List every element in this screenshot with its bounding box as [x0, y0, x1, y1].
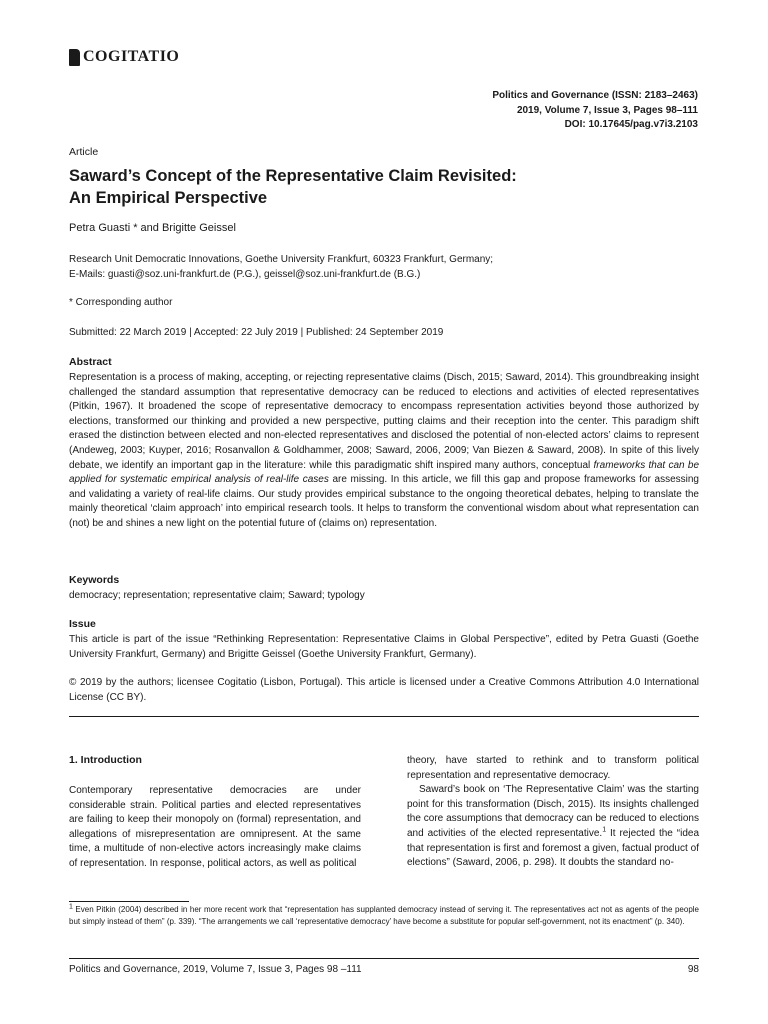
footer-divider [69, 958, 699, 959]
footnote-text: Even Pitkin (2004) described in her more recent work that “representation has supplanted democracy instead of serving it. The representatives act not as agents of the people but simply instead of them” (p. 339). “The arrangements we call ‘representative democracy’ have become a substitute for popular self-government, not its enactment” (p. 340). [69, 905, 699, 926]
affiliation-emails[interactable]: E-Mails: guasti@soz.uni-frankfurt.de (P.G.), geissel@soz.uni-frankfurt.de (B.G.) [69, 269, 421, 280]
introduction-heading: 1. Introduction [69, 754, 142, 766]
intro-right-para-2-a: Saward’s book on ‘The Representative Claim’ was the starting point for this transformation (Disch, 2015). Its insights challenged the core assumptions that democracy can be reduced to elections and activities of the elected representative. [407, 784, 699, 839]
section-divider [69, 716, 699, 717]
keywords-text: democracy; representation; representative claim; Saward; typology [69, 590, 365, 601]
journal-issn: Politics and Governance (ISSN: 2183–2463) [492, 90, 698, 101]
publication-dates: Submitted: 22 March 2019 | Accepted: 22 July 2019 | Published: 24 September 2019 [69, 327, 444, 338]
affiliation-institution: Research Unit Democratic Innovations, Goethe University Frankfurt, 60323 Frankfurt, Germany; [69, 254, 494, 265]
authors: Petra Guasti * and Brigitte Geissel [69, 222, 236, 234]
abstract-text-part-b: are missing. In this article, we fill this gap and propose frameworks for assessing and validating a variety of real-life claims. Our study provides empirical substance to the ongoing theoretical debates, helping to translate the mainly theoretical ‘claim approach’ into empirical research tools. It helps to transform the conventional wisdom about what representation can (not) be and shines a new light on the potential future of (claims on) representation. [69, 474, 699, 529]
abstract-text [69, 371, 699, 532]
abstract-heading: Abstract [69, 356, 112, 368]
footnote-ref[interactable]: 1 [602, 826, 607, 834]
footnote-number: 1 [69, 903, 73, 911]
intro-right-para-2 [407, 783, 699, 871]
page-number: 98 [687, 964, 699, 975]
footnote [69, 904, 699, 927]
abstract-text-italic: frameworks that can be applied for systematic empirical analysis of real-life cases [69, 459, 699, 486]
abstract-text-part-a: Representation is a process of making, accepting, or rejecting representative claims (Disch, 2015; Saward, 2014). This groundbreaking insight challenged the standard assumption that representative democracy can be reduced to elections and activities of elected representatives (Pitkin, 1967). It broadened the scope of representative democracy to encompass representation activities beyond those authorized by elections, transformed our thinking and provided a new perspective, putting claims and their reception into the center. This paradigm shift erased the distinction between elected and non-elected representatives and disclosed the potential of non-elected actors’ claims to represent (Andeweg, 2003; Kuyper, 2016; Rosanvallon & Goldhammer, 2008; Saward, 2006, 2009; Van Biezen & Saward, 2008). In spite of this lively debate, we identify an important gap in the literature: while this paradigmatic shift inspired many authors, conceptual [69, 372, 699, 471]
footnote-divider [69, 901, 189, 902]
license-text: © 2019 by the authors; licensee Cogitatio (Lisbon, Portugal). This article is licensed under a Creative Commons Attribution 4.0 International License (CC BY). [69, 677, 699, 703]
affiliation [69, 252, 493, 282]
intro-left-column: Contemporary representative democracies are under considerable strain. Political parties and elected representatives are failing to keep their monopoly on (formal) representation, and allegations of misrepresentation are omnipresent. At the same time, a multitude of non-elective actors increasingly make claims of representation. In response, political actors, as well as political [69, 785, 361, 869]
corresponding-author-note: * Corresponding author [69, 297, 173, 308]
issue-text: This article is part of the issue “Rethinking Representation: Representative Claims in Global Perspective”, edited by Petra Guasti (Goethe University Frankfurt, Germany) and Brigitte Geissel (Goethe University Frankfurt, Germany). [69, 634, 699, 660]
issue-heading: Issue [69, 618, 96, 630]
footer-citation: Politics and Governance, 2019, Volume 7, Issue 3, Pages 98 –111 [69, 964, 362, 975]
title-line-1: Saward’s Concept of the Representative Claim Revisited: [69, 167, 517, 185]
keywords-heading: Keywords [69, 574, 120, 586]
journal-volume: 2019, Volume 7, Issue 3, Pages 98–111 [516, 104, 698, 116]
journal-doi[interactable]: DOI: 10.17645/pag.v7i3.2103 [564, 119, 698, 130]
article-title [69, 165, 517, 209]
intro-right-para-2-b: It rejected the “idea that representation is first and foremost a given, factual product of elections” (Saward, 2006, p. 298). It doubts the standard no- [407, 827, 700, 869]
journal-info [492, 89, 698, 133]
intro-right-column [407, 754, 699, 871]
cogitatio-logo-icon [69, 49, 80, 66]
publisher-name: COGITATIO [83, 48, 180, 65]
intro-right-para-1: theory, have started to rethink and to transform political representation and representative democracy. [407, 755, 699, 781]
article-type-label: Article [69, 146, 99, 158]
title-line-2: An Empirical Perspective [69, 189, 268, 207]
publisher-logo [69, 48, 179, 66]
